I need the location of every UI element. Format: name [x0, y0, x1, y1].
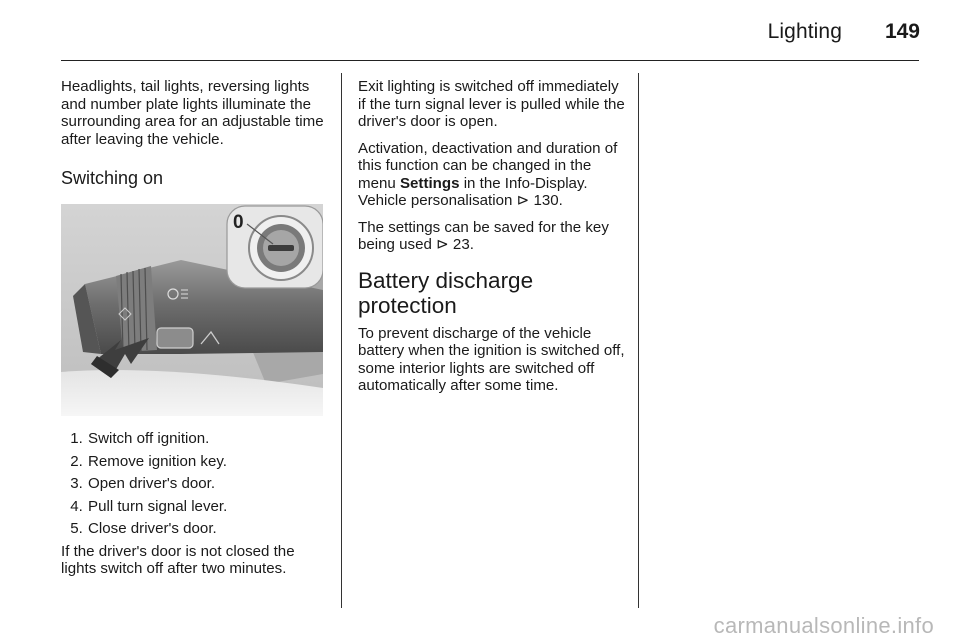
page-header [0, 0, 960, 62]
list-item: 4. Pull turn signal lever. [87, 498, 327, 516]
page-number: 149 [884, 20, 920, 43]
switching-on-heading: Switching on [61, 168, 164, 188]
page-reference: 23 [452, 236, 470, 253]
ignition-position-label: 0 [233, 212, 244, 233]
key-settings-paragraph: The settings can be saved for the key being used ⊳ 23. [358, 218, 609, 253]
page-reference-icon: ⊳ [436, 236, 449, 253]
lever-illustration [61, 204, 323, 416]
lever-button [157, 328, 193, 348]
page-reference: 130 [533, 192, 559, 209]
column-middle [358, 78, 628, 404]
page-title: Lighting [767, 20, 842, 43]
list-item: 5. Close driver's door. [87, 520, 327, 538]
battery-paragraph: To prevent discharge of the vehicle battery when the ignition is switched off, some interior lights are switched off automatically after some time. [358, 324, 625, 394]
intro-paragraph: Headlights, tail lights, reversing lights and number plate lights illuminate the surrounding area for an adjustable time after leaving the vehicle. [61, 78, 324, 148]
exit-lighting-paragraph: Exit lighting is switched off immediately if the turn signal lever is pulled while the driver's door is open. [358, 78, 625, 130]
list-item: 3. Open driver's door. [87, 475, 327, 493]
note-paragraph: If the driver's door is not closed the lights switch off after two minutes. [61, 542, 295, 577]
settings-menu-term: Settings [399, 174, 460, 192]
column-left [61, 78, 327, 587]
watermark: carmanualsonline.info [713, 613, 934, 638]
battery-section-heading: Battery discharge protection [358, 267, 534, 318]
column-divider-right [638, 73, 639, 608]
header-divider [61, 60, 919, 61]
turn-signal-lever-figure [61, 204, 323, 416]
list-item: 2. Remove ignition key. [87, 453, 327, 471]
page-reference-icon: ⊳ [516, 192, 530, 209]
knurled-ring [116, 266, 157, 352]
list-item: 1. Switch off ignition. [87, 430, 327, 448]
settings-paragraph: Activation, deactivation and duration of this function can be changed in the menu Settings in the Info-Display. Vehicle personalisation ⊳ 130. [358, 139, 618, 209]
column-divider-left [341, 73, 342, 608]
steps-list [61, 430, 327, 538]
